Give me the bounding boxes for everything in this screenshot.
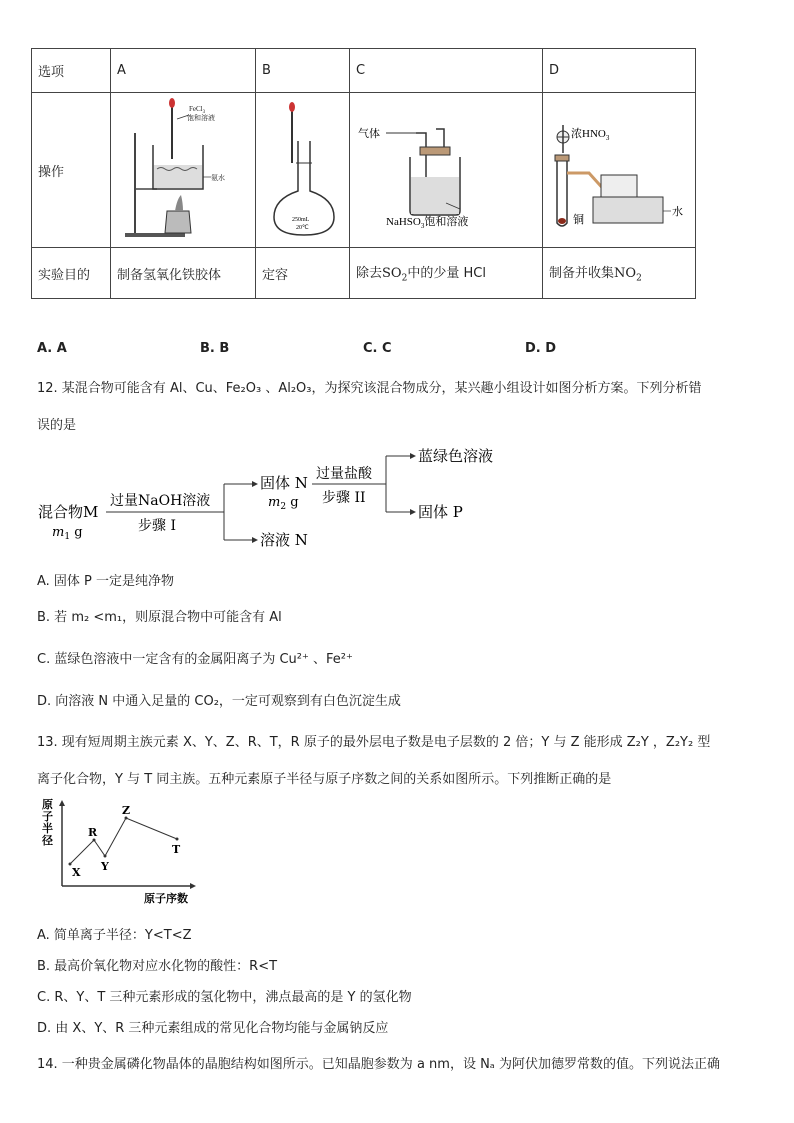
q12-option-d[interactable]: D. 向溶液 N 中通入足量的 CO₂，一定可观察到有白色沉淀生成 [37, 694, 401, 709]
fig-c-nahso3: NaHSO [386, 216, 421, 228]
purpose-c-post: 中的少量 HCl [407, 266, 486, 282]
purpose-a: 制备氢氧化铁胶体 [111, 248, 256, 299]
figure-c-cell [350, 93, 543, 248]
fig-c-saturated: 饱和溶液 [424, 216, 469, 228]
purpose-b: 定容 [256, 248, 350, 299]
svg-text:NaHSO3饱和溶液 [386, 214, 468, 230]
purpose-c [350, 248, 543, 299]
q11-option-d[interactable]: D. D [525, 341, 557, 356]
fig-c-nahso3-sub: 3 [420, 222, 425, 230]
graph-point-x: X [72, 866, 81, 879]
figure-a-apparatus [117, 93, 249, 243]
flow-m2: m [268, 495, 281, 510]
q14-stem-line1: 14. 一种贵金属磷化物晶体的晶胞结构如图所示。已知晶胞参数为 a nm，设 Nₐ 为阿伏加德罗常数的值。下列说法正确 [37, 1057, 721, 1072]
fig-b-volume: 250mL [292, 217, 310, 223]
q13-option-c[interactable]: C. R、Y、T 三种元素形成的氢化物中，沸点最高的是 Y 的氢化物 [37, 990, 412, 1005]
flow-m2-sub: 2 [280, 502, 287, 512]
header-a: A [111, 49, 256, 93]
flow-m1-unit: g [70, 525, 83, 540]
figure-c-gas-washing [356, 93, 536, 243]
header-c: C [350, 49, 543, 93]
q11-option-c[interactable]: C. C [363, 341, 392, 356]
q11-option-a[interactable]: A. A [37, 341, 67, 356]
q12-stem-line2: 误的是 [37, 418, 77, 433]
q13-option-a[interactable]: A. 简单离子半径：Y<T<Z [37, 928, 192, 943]
fig-a-saturated: 饱和溶液 [187, 114, 215, 122]
q12-option-b[interactable]: B. 若 m₂ <m₁，则原混合物中可能含有 Al [37, 610, 282, 625]
q13-stem-line1: 13. 现有短周期主族元素 X、Y、Z、R、T，R 原子的最外层电子数是电子层数的 2 倍；Y 与 Z 能形成 Z₂Y ，Z₂Y₂ 型 [37, 735, 711, 750]
flow-step-1: 步骤 I [138, 518, 176, 534]
q13-radius-graph [38, 798, 203, 910]
graph-ylabel-4: 径 [42, 834, 53, 847]
row-purpose-label: 实验目的 [32, 248, 111, 299]
header-option: 选项 [32, 49, 111, 93]
purpose-c-sub: 2 [401, 273, 408, 284]
q12-stem-line1: 12. 某混合物可能含有 Al、Cu、Fe₂O₃ 、Al₂O₃，为探究该混合物成分，某兴趣小组设计如图分析方案。下列分析错 [37, 381, 702, 396]
q13-option-d[interactable]: D. 由 X、Y、R 三种元素组成的常见化合物均能与金属钠反应 [37, 1021, 389, 1036]
fig-d-hno3-sub: 3 [605, 134, 610, 142]
graph-ylabel-3: 半 [42, 822, 53, 835]
q12-option-c[interactable]: C. 蓝绿色溶液中一定含有的金属阳离子为 Cu²⁺ 、Fe²⁺ [37, 652, 353, 667]
q12-flowchart [34, 440, 504, 555]
figure-d-no2 [549, 93, 689, 243]
fig-d-copper: 铜 [573, 214, 584, 226]
flow-reagent-hcl: 过量盐酸 [316, 466, 372, 482]
flow-solid-p: 固体 P [418, 503, 463, 521]
graph-point-t: T [172, 843, 181, 856]
q12-option-a[interactable]: A. 固体 P 一定是纯净物 [37, 574, 175, 589]
purpose-d [543, 248, 696, 299]
options-table [31, 48, 696, 299]
flow-solid-n: 固体 N [260, 474, 308, 492]
row-operation-label: 操作 [32, 93, 111, 248]
flow-m2-unit: g [286, 495, 299, 510]
fig-a-ammonia: 氨水 [211, 174, 225, 182]
flow-m1-sub: 1 [64, 532, 71, 542]
figure-b-cell [256, 93, 350, 248]
flow-reagent-naoh: 过量NaOH溶液 [110, 493, 211, 509]
purpose-d-formula: NO [614, 266, 637, 282]
graph-point-z: Z [122, 804, 131, 817]
figure-d-cell [543, 93, 696, 248]
svg-text:浓HNO3 [571, 126, 610, 142]
flow-solution-n: 溶液 N [260, 531, 308, 549]
fig-d-hno3: 浓HNO [571, 128, 606, 140]
header-d: D [543, 49, 696, 93]
flow-step-2: 步骤 II [322, 490, 366, 506]
fig-c-gas-label: 气体 [358, 128, 380, 140]
graph-ylabel-1: 原 [42, 798, 53, 811]
graph-point-r: R [88, 826, 98, 839]
figure-a-cell [111, 93, 256, 248]
graph-point-y: Y [101, 860, 109, 873]
fig-a-fecl3: FeCl [189, 105, 203, 113]
figure-b-volumetric-flask [262, 93, 342, 243]
q13-option-b[interactable]: B. 最高价氧化物对应水化物的酸性：R<T [37, 959, 278, 974]
svg-text:m2 g [268, 495, 299, 512]
purpose-c-pre: 除去 [356, 266, 383, 282]
purpose-d-pre: 制备并收集 [549, 266, 615, 282]
graph-ylabel-2: 子 [42, 810, 53, 823]
graph-xlabel: 原子序数 [144, 892, 188, 905]
flow-blue-green-solution: 蓝绿色溶液 [418, 447, 494, 465]
q11-option-b[interactable]: B. B [200, 341, 230, 356]
fig-b-temp: 20℃ [296, 225, 309, 231]
purpose-d-sub: 2 [636, 273, 642, 284]
fig-d-water: 水 [672, 206, 683, 218]
flow-m1: m [52, 525, 65, 540]
flow-mixture-m: 混合物M [38, 503, 99, 521]
q13-stem-line2: 离子化合物，Y 与 T 同主族。五种元素原子半径与原子序数之间的关系如图所示。下列推断正确的是 [37, 772, 612, 787]
fig-a-fecl3-sub: 3 [202, 110, 206, 115]
purpose-c-formula: SO [382, 266, 402, 282]
svg-text:m1 g [52, 525, 83, 542]
header-b: B [256, 49, 350, 93]
